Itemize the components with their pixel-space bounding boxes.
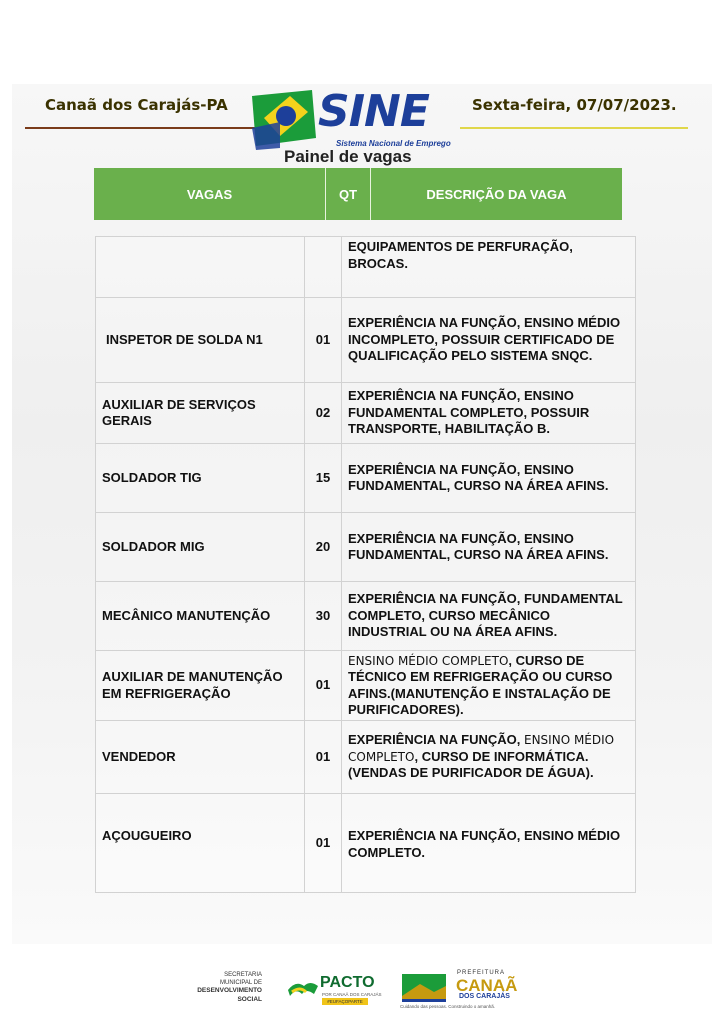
pacto-hashtag: #EUFAÇOPARTE [322, 998, 368, 1005]
job-qty-cell [305, 237, 342, 298]
job-title-cell: AUXILIAR DE MANUTENÇÃO EM REFRIGERAÇÃO [96, 651, 305, 721]
sine-logo-text: SINE [318, 86, 429, 137]
table-row [96, 513, 636, 582]
job-desc-rest: , CURSO DE INFORMÁTICA. (VENDAS DE PURIFICADOR DE ÁGUA). [348, 748, 594, 781]
job-title-cell: SOLDADOR MIG [96, 513, 305, 582]
page-title: Painel de vagas [284, 147, 412, 166]
job-desc-cell: EQUIPAMENTOS DE PERFURAÇÃO, BROCAS. [342, 237, 636, 298]
job-qty-cell: 30 [305, 582, 342, 651]
header-rule-right [460, 127, 688, 129]
header-rule-left [25, 127, 265, 129]
job-desc-cell: EXPERIÊNCIA NA FUNÇÃO, FUNDAMENTAL COMPLETO, CURSO MECÂNICO INDUSTRIAL OU NA ÁREA AFINS. [342, 582, 636, 651]
table-row [96, 444, 636, 513]
table-row [96, 237, 636, 298]
job-desc-cell [342, 721, 636, 794]
secretaria-line: SECRETARIA [224, 972, 262, 978]
job-qty-cell: 01 [305, 651, 342, 721]
secretaria-line: MUNICIPAL DE [219, 979, 262, 986]
job-desc-cell: EXPERIÊNCIA NA FUNÇÃO, ENSINO FUNDAMENTAL, CURSO NA ÁREA AFINS. [342, 513, 636, 582]
job-qty-cell: 01 [305, 298, 342, 383]
job-qty-cell: 01 [305, 794, 342, 893]
prefeitura-label: PREFEITURA [457, 970, 506, 976]
job-title-cell: AÇOUGUEIRO [96, 794, 305, 893]
job-desc-light: ENSINO MÉDIO COMPLETO [348, 733, 615, 764]
job-desc-cell [342, 651, 636, 721]
job-desc-cell: EXPERIÊNCIA NA FUNÇÃO, ENSINO FUNDAMENTAL, CURSO NA ÁREA AFINS. [342, 444, 636, 513]
prefeitura-logo-icon [400, 972, 448, 1004]
job-desc-cell: EXPERIÊNCIA NA FUNÇÃO, ENSINO FUNDAMENTAL COMPLETO, POSSUIR TRANSPORTE, HABILITAÇÃO B. [342, 383, 636, 444]
job-title-cell: VENDEDOR [96, 721, 305, 794]
prefeitura-name: CANAÃ [456, 976, 518, 995]
header-date: Sexta-feira, 07/07/2023. [472, 96, 677, 114]
table-row [96, 383, 636, 444]
jobs-table [95, 236, 636, 893]
job-title-cell [96, 237, 305, 298]
job-title-cell: INSPETOR DE SOLDA N1 [96, 298, 305, 383]
column-header-vagas: VAGAS [94, 168, 326, 220]
table-row [96, 794, 636, 893]
pacto-hands-icon [286, 976, 320, 998]
header-city: Canaã dos Carajás-PA [45, 96, 228, 114]
job-qty-cell: 01 [305, 721, 342, 794]
table-row [96, 651, 636, 721]
table-row [96, 721, 636, 794]
pacto-logo-subtitle: POR CANAÃ DOS CARAJÁS [322, 992, 382, 997]
job-qty-cell: 15 [305, 444, 342, 513]
secretaria-line-bold: DESENVOLVIMENTO [197, 987, 262, 994]
secretaria-logo [196, 972, 262, 1004]
job-qty-cell: 20 [305, 513, 342, 582]
prefeitura-tagline: Cuidando das pessoas. Construindo o amanhã. [400, 1004, 496, 1009]
job-qty-cell: 02 [305, 383, 342, 444]
sine-logo-subtitle: Sistema Nacional de Emprego [336, 139, 451, 148]
column-header-descricao: DESCRIÇÃO DA VAGA [426, 186, 567, 202]
job-desc-cell: EXPERIÊNCIA NA FUNÇÃO, ENSINO MÉDIO COMPLETO. [342, 794, 636, 893]
job-desc-pre: EXPERIÊNCIA NA FUNÇÃO, [348, 732, 524, 748]
secretaria-line-bold: SOCIAL [237, 995, 262, 1003]
table-row [96, 298, 636, 383]
job-desc-rest: , CURSO DE TÉCNICO EM REFRIGERAÇÃO OU CURSO AFINS.(MANUTENÇÃO E INSTALAÇÃO DE PURIFICADORES). [348, 652, 613, 717]
job-desc-light: ENSINO MÉDIO COMPLETO [348, 653, 509, 668]
table-row [96, 582, 636, 651]
job-title-cell: SOLDADOR TIG [96, 444, 305, 513]
column-header-qt: QT [326, 168, 371, 220]
pacto-logo-text: PACTO [320, 974, 375, 991]
job-title-cell: MECÂNICO MANUTENÇÃO [96, 582, 305, 651]
prefeitura-name-line2: DOS CARAJÁS [459, 993, 510, 1000]
job-title-cell: AUXILIAR DE SERVIÇOS GERAIS [96, 383, 305, 444]
table-header [94, 168, 622, 220]
job-desc-cell: EXPERIÊNCIA NA FUNÇÃO, ENSINO MÉDIO INCOMPLETO, POSSUIR CERTIFICADO DE QUALIFICAÇÃO PELO SISTEMA SNQC. [342, 298, 636, 383]
